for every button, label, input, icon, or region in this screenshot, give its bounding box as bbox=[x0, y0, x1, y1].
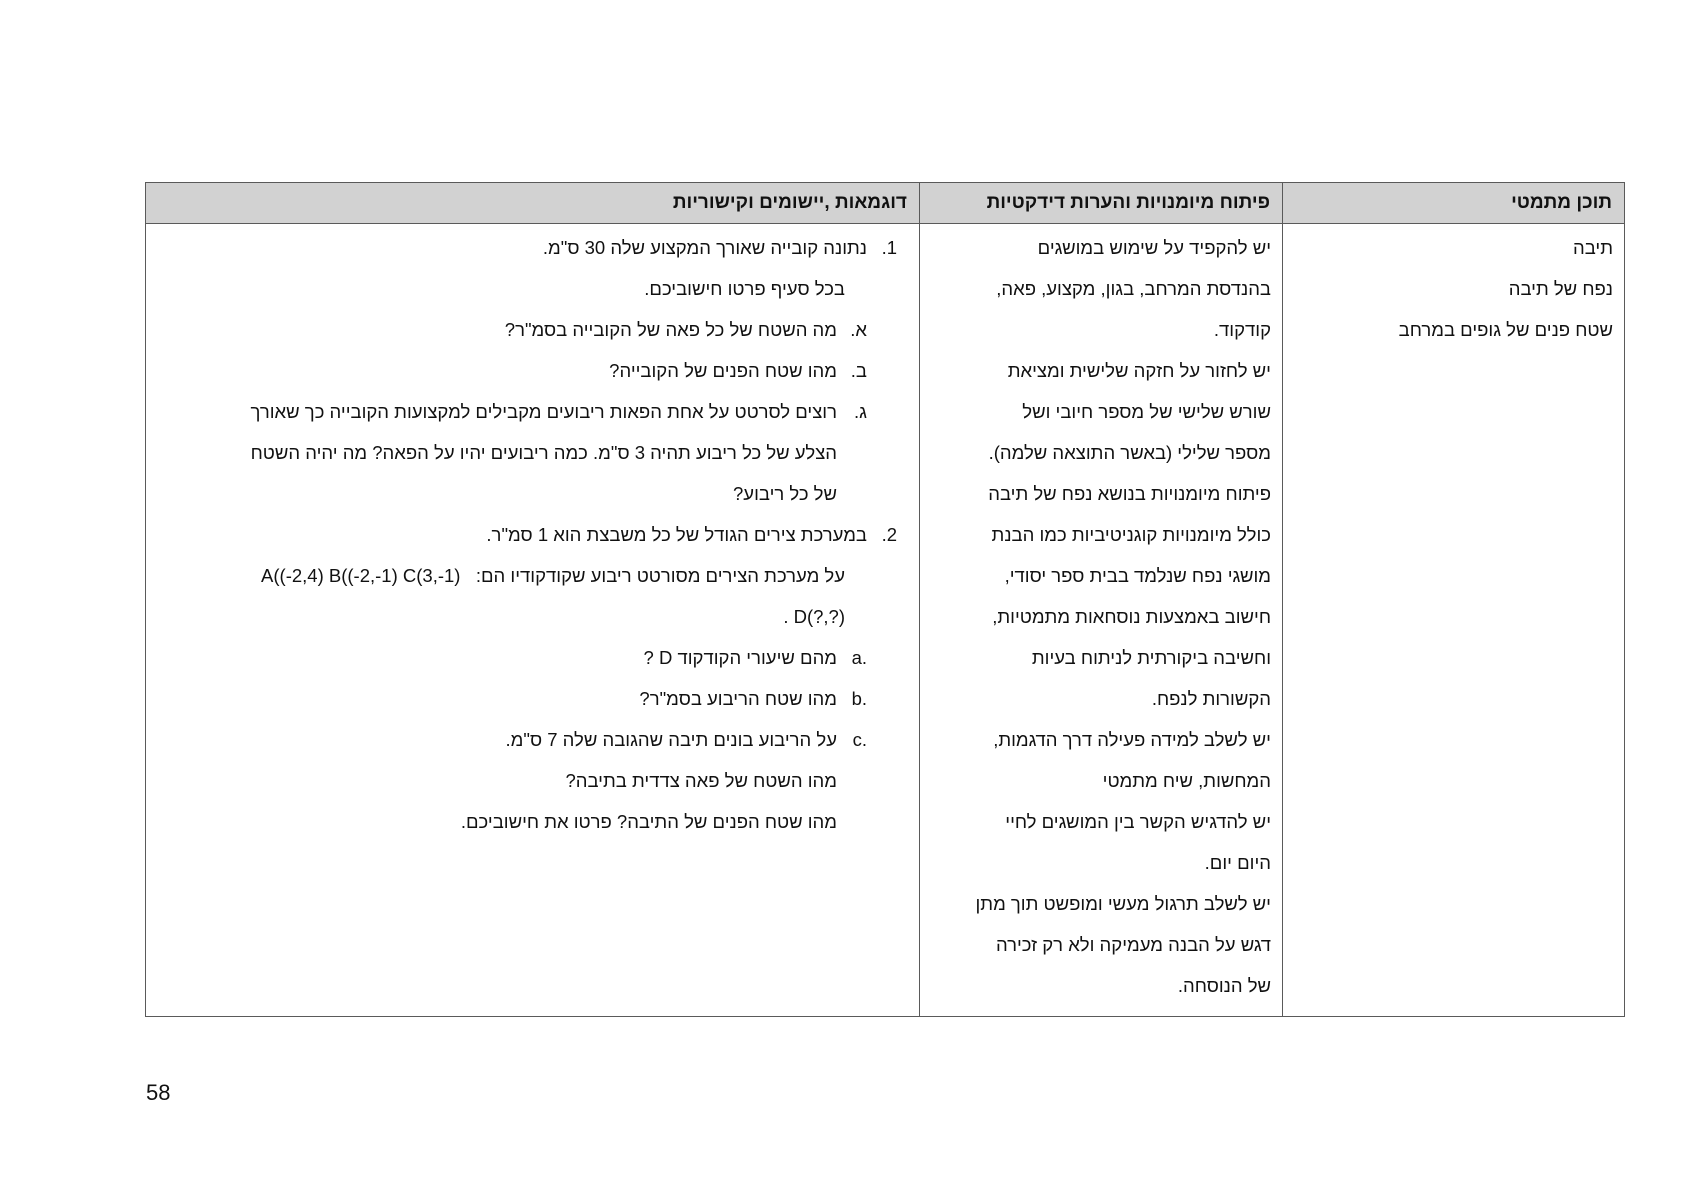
didactic-line: חישוב באמצעות נוסחאות מתמטיות, bbox=[992, 606, 1271, 627]
didactic-line: מספר שלילי (באשר התוצאה שלמה). bbox=[988, 442, 1271, 463]
didactic-line: של הנוסחה. bbox=[1177, 975, 1271, 996]
sub-question-marker: .b bbox=[851, 688, 867, 709]
sub-question-marker: .c bbox=[852, 729, 867, 750]
didactic-line: יש להקפיד על שימוש במושגים bbox=[1037, 237, 1271, 258]
question-number: 2. bbox=[881, 524, 897, 545]
sub-question bbox=[166, 350, 919, 391]
didactic-line: פיתוח מיומנויות בנושא נפח של תיבה bbox=[988, 483, 1271, 504]
sub-question-marker: ב. bbox=[850, 360, 867, 381]
question-vertices-line bbox=[166, 555, 919, 596]
sub-question bbox=[166, 637, 919, 678]
didactic-line: מושגי נפח שנלמד בבית ספר יסודי, bbox=[1004, 565, 1271, 586]
curriculum-table bbox=[145, 182, 1625, 1017]
sub-question-continuation: של כל ריבוע? bbox=[733, 483, 837, 504]
sub-question-text: על הריבוע בונים תיבה שהגובה שלה 7 ס"מ. bbox=[505, 729, 837, 750]
content-line: תיבה bbox=[1572, 237, 1613, 258]
sub-question-continuation: הצלע של כל ריבוע תהיה 3 ס"מ. כמה ריבועים יהיו על הפאה? מה יהיה השטח bbox=[250, 442, 837, 463]
question-2 bbox=[166, 514, 919, 555]
question-text: נתונה קובייה שאורך המקצוע שלה 30 ס"מ. bbox=[542, 237, 867, 258]
didactic-line: שורש שלישי של מספר חיובי ושל bbox=[1022, 401, 1271, 422]
table-row bbox=[146, 224, 1625, 1017]
didactic-line: יש לחזור על חזקה שלישית ומציאת bbox=[1007, 360, 1271, 381]
sub-question-marker: ג. bbox=[854, 401, 867, 422]
sub-question-text: מהו שטח הריבוע בסמ"ר? bbox=[639, 688, 837, 709]
didactic-line: בהנדסת המרחב, בגון, מקצוע, פאה, bbox=[996, 278, 1271, 299]
header-didactic-notes: פיתוח מיומנויות והערות דידקטיות bbox=[920, 183, 1283, 224]
question-vertices-text: על מערכת הצירים מסורטט ריבוע שקודקודיו הם: bbox=[475, 565, 845, 586]
didactic-line: דגש על הבנה מעמיקה ולא רק זכירה bbox=[995, 934, 1271, 955]
didactic-line: המחשות, שיח מתמטי bbox=[1102, 770, 1271, 791]
math-content-cell bbox=[1283, 224, 1625, 1017]
examples-cell bbox=[146, 224, 920, 1017]
question-note: בכל סעיף פרטו חישוביכם. bbox=[644, 278, 845, 299]
sub-question bbox=[166, 719, 919, 760]
question-text: במערכת צירים הגודל של כל משבצת הוא 1 סמ"ר. bbox=[486, 524, 867, 545]
didactic-line: הקשורות לנפח. bbox=[1151, 688, 1271, 709]
sub-question-text: מה השטח של כל פאה של הקובייה בסמ"ר? bbox=[504, 319, 837, 340]
sub-question-continuation: מהו השטח של פאה צדדית בתיבה? bbox=[565, 770, 837, 791]
sub-question-marker: .a bbox=[851, 647, 867, 668]
sub-question bbox=[166, 391, 919, 432]
sub-question-text: מהם שיעורי הקודקוד D ? bbox=[643, 647, 837, 668]
didactic-line: וחשיבה ביקורתית לניתוח בעיות bbox=[1031, 647, 1271, 668]
didactic-line: קודקוד. bbox=[1213, 319, 1271, 340]
sub-question-continuation: מהו שטח הפנים של התיבה? פרטו את חישוביכם. bbox=[460, 811, 837, 832]
sub-question-text: רוצים לסרטט על אחת הפאות ריבועים מקבילים למקצועות הקובייה כך שאורך bbox=[250, 401, 837, 422]
question-number: 1. bbox=[881, 237, 897, 258]
sub-question bbox=[166, 309, 919, 350]
header-examples: דוגמאות ,יישומים וקישוריות bbox=[146, 183, 920, 224]
sub-question bbox=[166, 678, 919, 719]
content-line: שטח פנים של גופים במרחב bbox=[1398, 319, 1613, 340]
content-line: נפח של תיבה bbox=[1508, 278, 1613, 299]
question-vertex-d bbox=[166, 596, 919, 637]
sub-question-marker: א. bbox=[850, 319, 867, 340]
didactic-notes-cell bbox=[920, 224, 1283, 1017]
sub-question-text: מהו שטח הפנים של הקובייה? bbox=[609, 360, 837, 381]
page-number: 58 bbox=[146, 1080, 171, 1105]
question-1 bbox=[166, 227, 919, 268]
vertex-d-coordinates: . D(?,?) bbox=[783, 606, 845, 627]
didactic-line: כולל מיומנויות קוגניטיביות כמו הבנת bbox=[991, 524, 1271, 545]
didactic-line: היום יום. bbox=[1204, 852, 1271, 873]
didactic-line: יש להדגיש הקשר בין המושגים לחיי bbox=[1005, 811, 1271, 832]
didactic-line: יש לשלב תרגול מעשי ומופשט תוך מתן bbox=[975, 893, 1271, 914]
didactic-line: יש לשלב למידה פעילה דרך הדגמות, bbox=[993, 729, 1271, 750]
header-math-content: תוכן מתמטי bbox=[1283, 183, 1625, 224]
vertex-coordinates: A((-2,4) B((-2,-1) C(3,-1) bbox=[261, 565, 461, 586]
header-row bbox=[146, 183, 1625, 224]
